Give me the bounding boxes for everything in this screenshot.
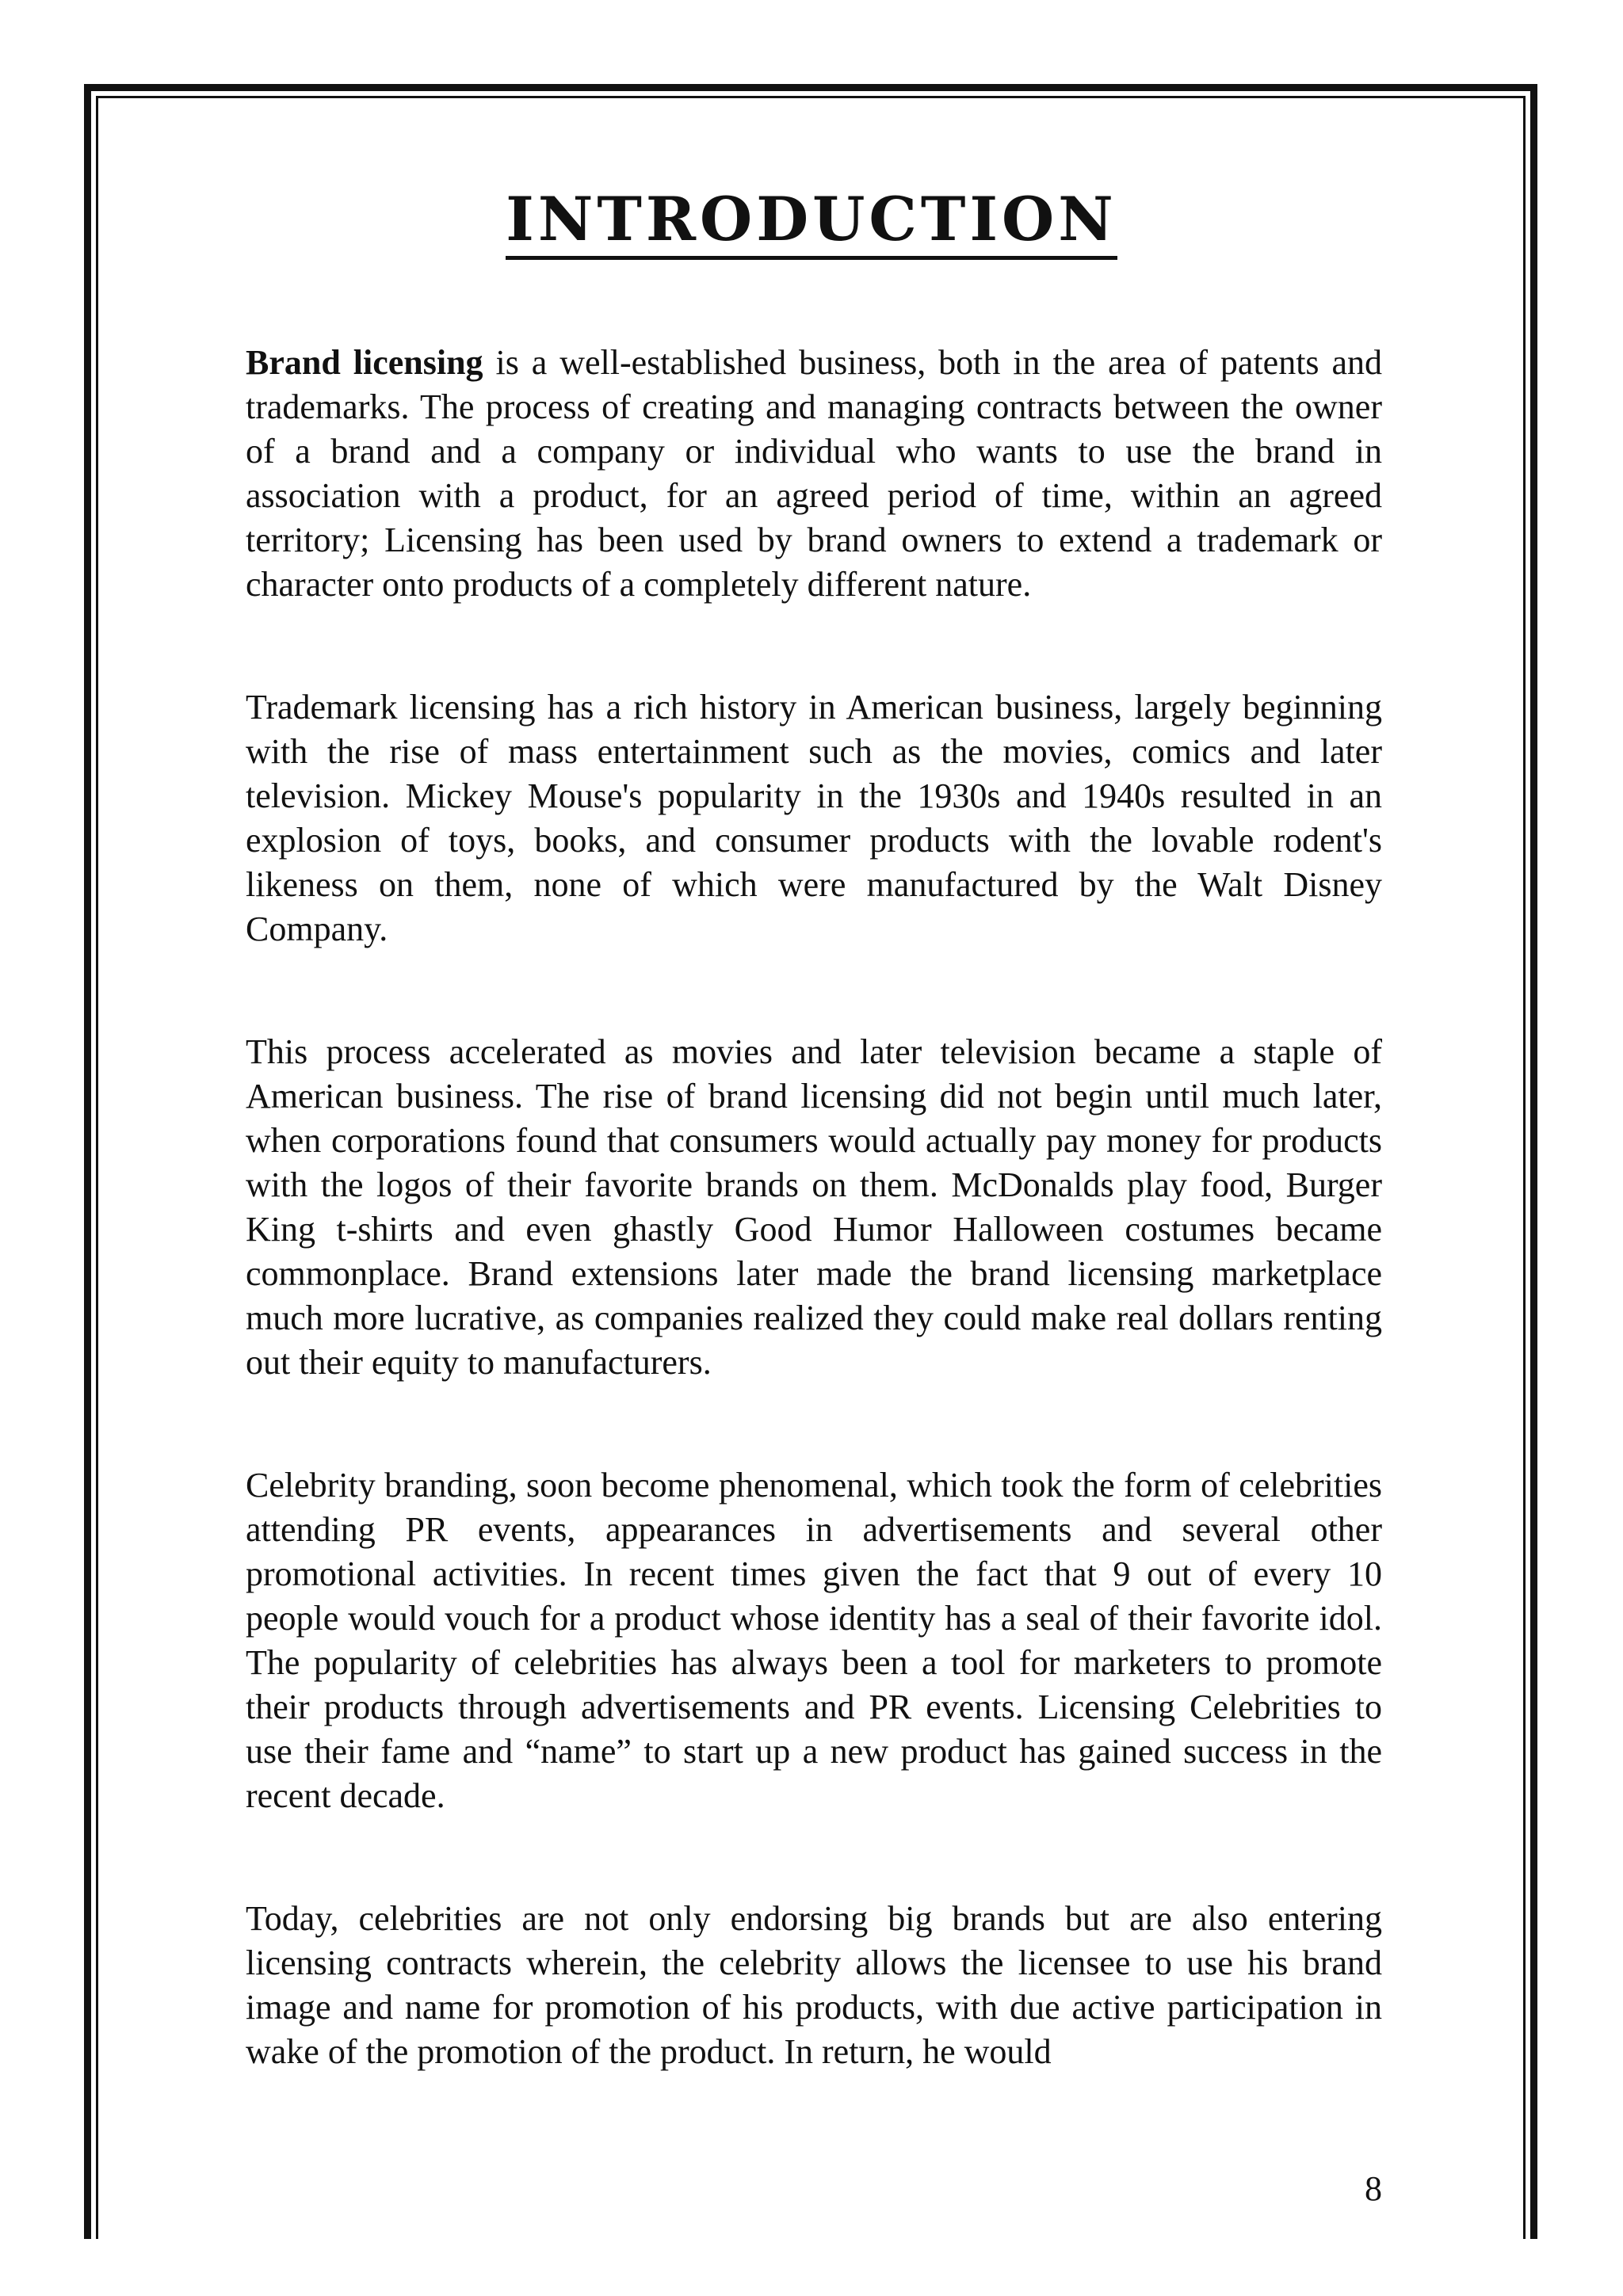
body-text bbox=[246, 341, 1382, 2153]
bold-term: Brand licensing bbox=[246, 343, 483, 382]
paragraph-today-celebrities: Today, celebrities are not only endorsing big brands but are also entering licensing contracts wherein, the celebrity allows the licensee to use his brand image and name for promotion of his products, with due active participation in wake of the promotion of the product. In return, he would bbox=[246, 1899, 1382, 2071]
page-title: INTRODUCTION bbox=[0, 184, 1623, 254]
paragraph-celebrity-branding: Celebrity branding, soon become phenomenal, which took the form of celebrities attending PR events, appearances in advertisements and several other promotional activities. In recent times given the fact that 9 out of every 10 people would vouch for a product whose identity has a seal of their favorite idol. The popularity of celebrities has always been a tool for marketers to promote their products through advertisements and PR events. Licensing Celebrities to use their fame and “name” to start up a new product has gained success in the recent decade. bbox=[246, 1466, 1382, 1815]
page-number: 8 bbox=[1365, 2169, 1382, 2201]
paragraph-trademark-licensing: Trademark licensing has a rich history in American business, largely beginning with the rise of mass entertainment such as the movies, comics and later television. Mickey Mouse's popularity in the 1930s and 1940s resulted in an explosion of toys, books, and consumer products with the lovable rodent's likeness on them, none of which were manufactured by the Walt Disney Company. bbox=[246, 688, 1382, 948]
paragraph-brand-licensing bbox=[246, 341, 1382, 607]
paragraph-text: is a well-established business, both in the area of patents and trademarks. The process of creating and managing contracts between the owner of a brand and a company or individual who wants to use the brand in association with a product, for an agreed period of time, within an agreed territory; Licensing has been used by brand owners to extend a trademark or character onto products of a completely different nature. bbox=[246, 343, 1383, 604]
paragraph-process-accelerated: This process accelerated as movies and later television became a staple of American business. The rise of brand licensing did not begin until much later, when corporations found that consumers would actually pay money for products with the logos of their favorite brands on them. McDonalds play food, Burger King t-shirts and even ghastly Good Humor Halloween costumes became commonplace. Brand extensions later made the brand licensing marketplace much more lucrative, as companies realized they could make real dollars renting out their equity to manufacturers. bbox=[246, 1032, 1382, 1382]
